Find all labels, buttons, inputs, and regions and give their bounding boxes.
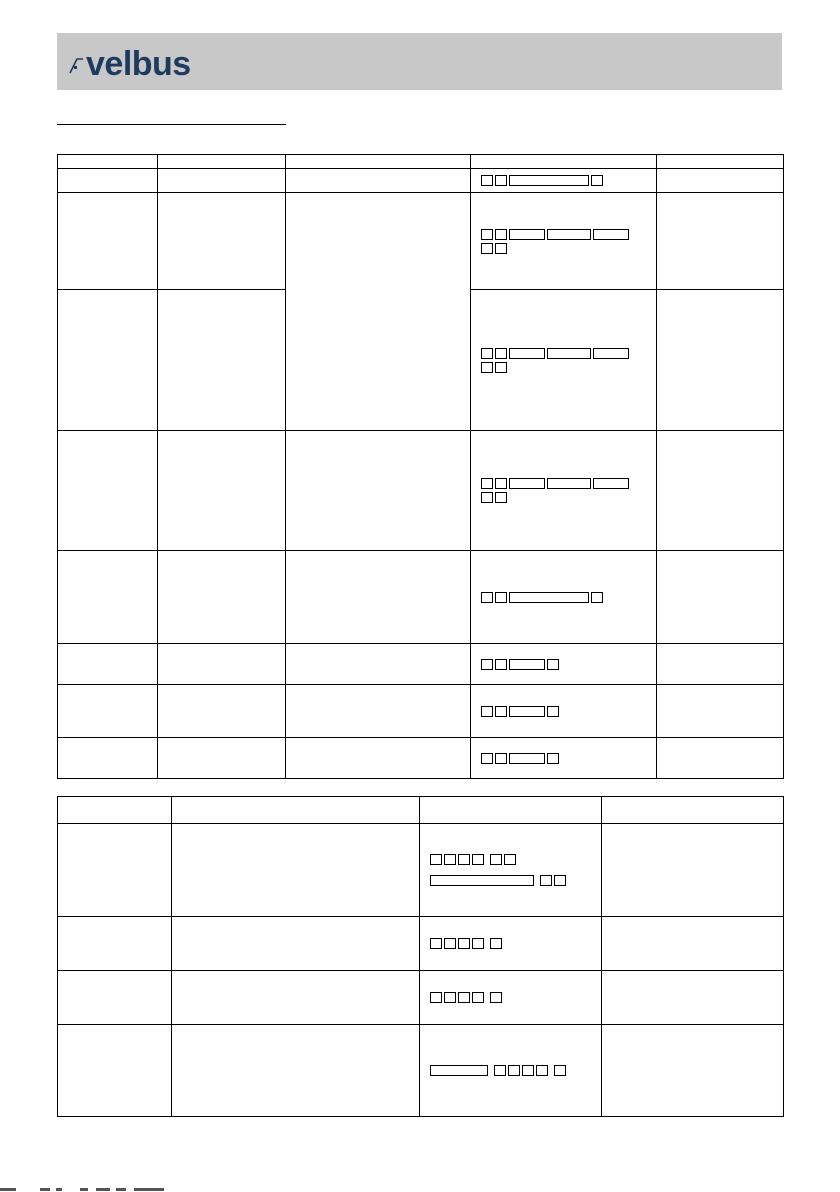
byte-box xyxy=(472,938,484,949)
byte-box xyxy=(547,753,559,764)
header-cell xyxy=(471,155,657,169)
command-table-1 xyxy=(57,154,784,779)
byte-box xyxy=(481,478,493,489)
byte-box xyxy=(509,592,589,603)
byte-box xyxy=(509,229,545,240)
table-row xyxy=(58,824,784,917)
byte-box xyxy=(481,348,493,359)
byte-layout-cell xyxy=(420,824,602,917)
byte-box xyxy=(444,992,456,1003)
byte-box xyxy=(458,938,470,949)
byte-box xyxy=(536,1065,548,1076)
byte-box xyxy=(430,938,442,949)
byte-box xyxy=(495,753,507,764)
byte-box xyxy=(495,243,507,254)
byte-layout-cell xyxy=(471,169,657,193)
footer-scan-artifact xyxy=(0,1186,200,1192)
section-title-underline xyxy=(57,124,286,125)
byte-layout-cell xyxy=(471,193,657,290)
byte-layout-cell xyxy=(420,917,602,971)
byte-box xyxy=(481,243,493,254)
byte-layout-cell xyxy=(471,644,657,685)
table-row xyxy=(58,169,784,193)
table-row xyxy=(58,431,784,551)
byte-box xyxy=(495,492,507,503)
byte-box xyxy=(509,659,545,670)
byte-box xyxy=(430,875,534,886)
table-header-row xyxy=(58,155,784,169)
byte-box xyxy=(494,1065,506,1076)
logo-wordmark: velbus xyxy=(86,45,191,83)
header-cell xyxy=(420,797,602,824)
house-icon xyxy=(69,55,85,75)
byte-box xyxy=(593,229,629,240)
byte-box xyxy=(495,229,507,240)
byte-box xyxy=(509,348,545,359)
table-header-row xyxy=(58,797,784,824)
byte-box xyxy=(547,659,559,670)
byte-box xyxy=(554,1065,566,1076)
byte-box xyxy=(430,992,442,1003)
byte-box xyxy=(591,175,603,186)
byte-box xyxy=(458,854,470,865)
header-cell xyxy=(657,155,784,169)
byte-box xyxy=(430,854,442,865)
byte-box xyxy=(509,478,545,489)
byte-box xyxy=(495,175,507,186)
byte-box xyxy=(472,992,484,1003)
byte-box xyxy=(495,592,507,603)
header-cell xyxy=(58,155,158,169)
byte-box xyxy=(481,492,493,503)
byte-box xyxy=(591,592,603,603)
table-row xyxy=(58,738,784,779)
byte-box xyxy=(540,875,552,886)
byte-box xyxy=(430,1065,488,1076)
byte-box xyxy=(508,1065,520,1076)
byte-box xyxy=(458,992,470,1003)
byte-box xyxy=(495,706,507,717)
byte-box xyxy=(495,659,507,670)
byte-box xyxy=(490,938,502,949)
byte-box xyxy=(509,706,545,717)
byte-box xyxy=(444,938,456,949)
page-header xyxy=(57,33,782,90)
byte-box xyxy=(481,706,493,717)
byte-box xyxy=(472,854,484,865)
byte-box xyxy=(547,348,591,359)
byte-box xyxy=(554,875,566,886)
byte-box xyxy=(490,992,502,1003)
merged-description-cell xyxy=(286,193,471,431)
byte-layout-cell xyxy=(471,431,657,551)
table-row xyxy=(58,971,784,1025)
byte-box xyxy=(481,753,493,764)
byte-box xyxy=(495,362,507,373)
table-row xyxy=(58,1025,784,1117)
table-row xyxy=(58,193,784,290)
byte-box xyxy=(481,659,493,670)
byte-box xyxy=(593,348,629,359)
byte-box xyxy=(490,854,502,865)
table-row xyxy=(58,917,784,971)
byte-box xyxy=(481,592,493,603)
byte-box xyxy=(547,478,591,489)
byte-box xyxy=(481,362,493,373)
byte-box xyxy=(547,229,591,240)
table-row xyxy=(58,685,784,738)
header-cell xyxy=(286,155,471,169)
byte-box xyxy=(495,478,507,489)
byte-layout-cell xyxy=(471,290,657,431)
byte-box xyxy=(509,753,545,764)
byte-layout-cell xyxy=(471,738,657,779)
byte-box xyxy=(593,478,629,489)
header-cell xyxy=(602,797,784,824)
header-cell xyxy=(58,797,172,824)
byte-layout-cell xyxy=(471,685,657,738)
header-cell xyxy=(172,797,420,824)
table-row xyxy=(58,644,784,685)
byte-box xyxy=(509,175,589,186)
byte-layout-cell xyxy=(471,551,657,644)
byte-layout-cell xyxy=(420,1025,602,1117)
command-table-2 xyxy=(57,796,784,1117)
table-row xyxy=(58,551,784,644)
byte-box xyxy=(495,348,507,359)
byte-box xyxy=(504,854,516,865)
byte-box xyxy=(522,1065,534,1076)
byte-box xyxy=(481,175,493,186)
header-cell xyxy=(158,155,286,169)
velbus-logo xyxy=(69,43,191,81)
byte-box xyxy=(547,706,559,717)
byte-box xyxy=(444,854,456,865)
byte-layout-cell xyxy=(420,971,602,1025)
byte-box xyxy=(481,229,493,240)
